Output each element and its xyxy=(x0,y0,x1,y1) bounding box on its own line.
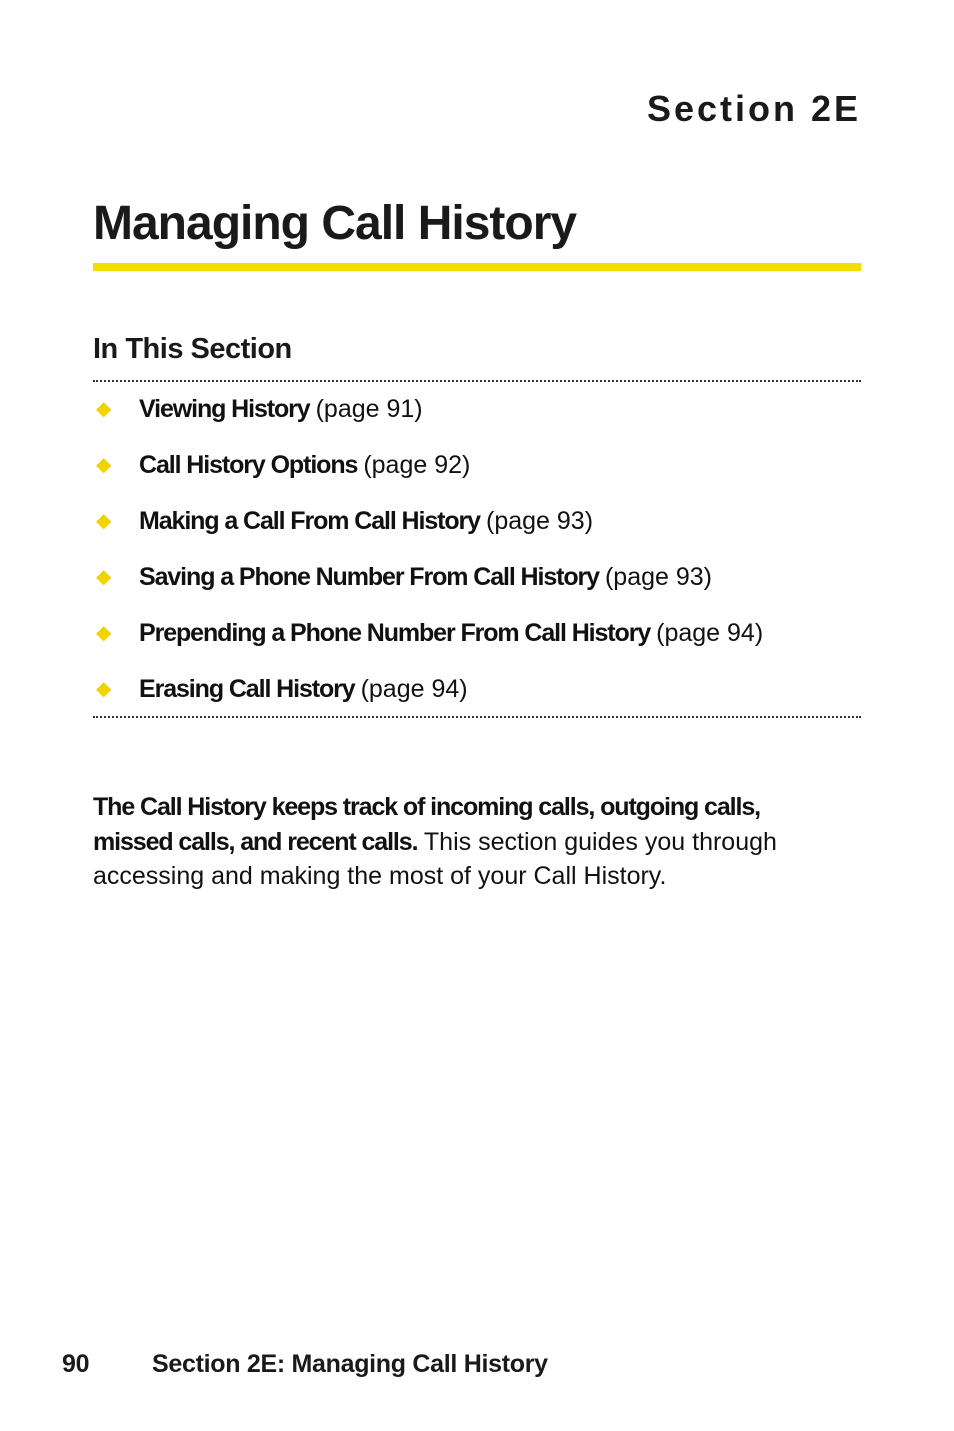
toc-item-saving-a-number[interactable] xyxy=(93,560,861,616)
toc-item-page: (page 91) xyxy=(315,395,423,423)
toc-list xyxy=(93,392,861,728)
toc-item-title[interactable]: Viewing History xyxy=(139,395,310,423)
title-rule xyxy=(93,263,861,271)
diamond-bullet-icon: ◆ xyxy=(96,566,112,588)
top-dotted-divider xyxy=(93,380,861,382)
intro-body: This section guides you through accessing and making the most of your Call History. xyxy=(93,827,777,890)
toc-item-page: (page 92) xyxy=(363,451,471,479)
intro-lead: The Call History keeps track of incoming calls, outgoing calls, missed calls, and recent calls. xyxy=(93,793,760,856)
section-label: Section 2E xyxy=(646,88,861,129)
diamond-bullet-icon: ◆ xyxy=(96,454,112,476)
toc-item-making-a-call[interactable] xyxy=(93,504,861,560)
toc-item-title[interactable]: Saving a Phone Number From Call History xyxy=(139,563,599,591)
toc-item-title[interactable]: Call History Options xyxy=(139,451,358,479)
toc-item-title[interactable]: Prepending a Phone Number From Call History xyxy=(139,619,651,647)
toc-item-viewing-history[interactable] xyxy=(93,392,861,448)
toc-item-call-history-options[interactable] xyxy=(93,448,861,504)
page-number: 90 xyxy=(62,1350,90,1378)
bottom-dotted-divider xyxy=(93,716,861,718)
intro-paragraph xyxy=(93,790,793,894)
in-this-section-heading: In This Section xyxy=(93,333,292,365)
diamond-bullet-icon: ◆ xyxy=(96,510,112,532)
toc-item-page: (page 94) xyxy=(656,619,764,647)
toc-item-prepending-a-number[interactable] xyxy=(93,616,861,672)
toc-item-title[interactable]: Erasing Call History xyxy=(139,675,355,703)
running-title: Section 2E: Managing Call History xyxy=(152,1350,548,1378)
toc-item-page: (page 93) xyxy=(486,507,594,535)
toc-item-title[interactable]: Making a Call From Call History xyxy=(139,507,480,535)
toc-item-page: (page 93) xyxy=(604,563,713,591)
toc-item-erasing-call-history[interactable] xyxy=(93,672,861,728)
page-title: Managing Call History xyxy=(93,197,577,250)
page-footer xyxy=(62,1350,548,1379)
diamond-bullet-icon: ◆ xyxy=(96,678,112,700)
diamond-bullet-icon: ◆ xyxy=(96,622,112,644)
diamond-bullet-icon: ◆ xyxy=(96,398,112,420)
toc-item-page: (page 94) xyxy=(360,675,468,703)
